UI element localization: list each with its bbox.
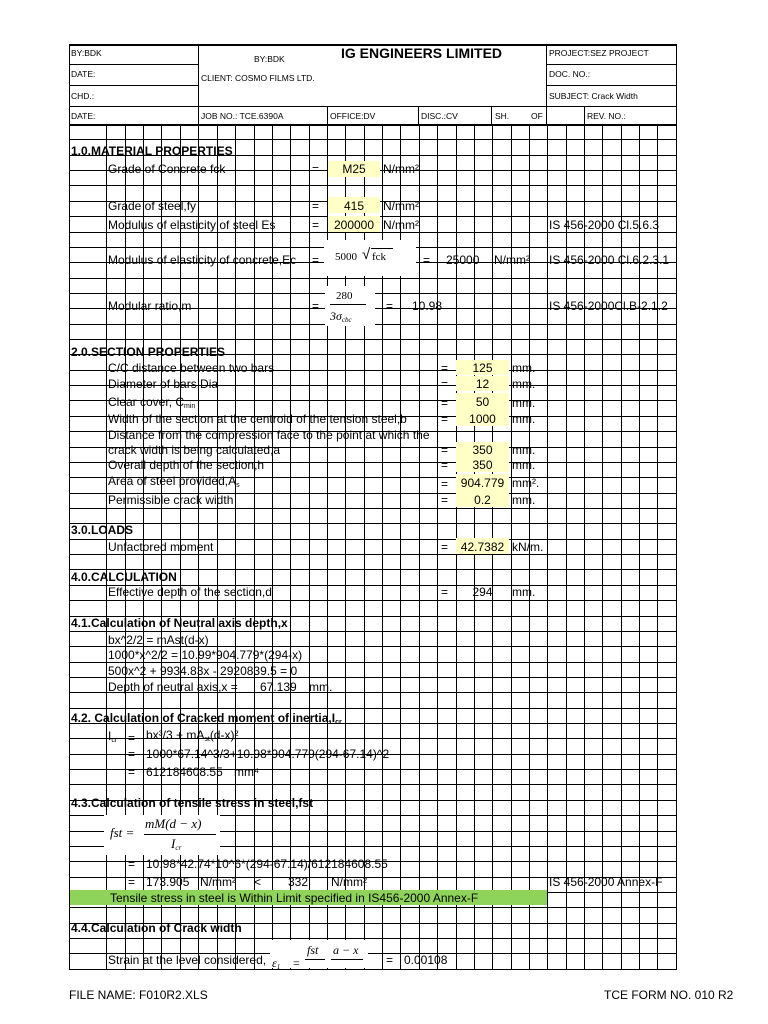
es-value[interactable]: 200000 bbox=[333, 218, 375, 232]
crack-point-label: crack width is being calculated,a bbox=[108, 443, 281, 457]
ec-label: Modulus of elasticity of concrete,Ec bbox=[108, 253, 297, 267]
steel-area-sub: s bbox=[236, 482, 240, 489]
icr-text: I bbox=[108, 729, 112, 743]
grid-line-horizontal bbox=[69, 708, 677, 709]
header-rev-no: REV. NO.: bbox=[587, 111, 626, 121]
grid-line-horizontal bbox=[69, 600, 677, 601]
grid-line-vertical bbox=[69, 124, 70, 969]
equals-sign: = bbox=[441, 458, 449, 472]
effective-depth-value: 294 bbox=[472, 585, 493, 599]
unit: N/mm² bbox=[383, 162, 419, 176]
equals-sign: = bbox=[128, 731, 136, 745]
equals-sign: = bbox=[128, 747, 136, 761]
bar-diameter-label: Diameter of bars,Dia bbox=[108, 377, 219, 391]
section-width-label: Width of the section at the centroid of the tension steel,b bbox=[108, 412, 407, 426]
unit: mm. bbox=[512, 361, 536, 375]
grid-line-vertical bbox=[547, 124, 548, 969]
fraction-bar bbox=[144, 834, 216, 835]
overall-depth-value[interactable]: 350 bbox=[472, 458, 493, 472]
m-den-text: 3σ bbox=[330, 309, 342, 323]
icr-sub: cr bbox=[111, 737, 118, 744]
grid-line-vertical bbox=[437, 124, 438, 969]
unit: N/mm² bbox=[494, 253, 530, 267]
steel-area-value[interactable]: 904.779 bbox=[460, 476, 505, 490]
grid-line-vertical bbox=[235, 124, 236, 969]
equals-sign: = bbox=[312, 162, 320, 176]
fst-den-sub: cr bbox=[175, 844, 182, 852]
section-title: 2.0.SECTION PROPERTIES bbox=[71, 345, 226, 359]
grid-line-horizontal bbox=[69, 232, 677, 233]
equals-sign: = bbox=[312, 199, 320, 213]
unit: mm⁴ bbox=[234, 765, 260, 779]
company-name: IG ENGINEERS LIMITED bbox=[341, 45, 503, 61]
effective-depth-label: Effective depth of the section,d bbox=[108, 585, 272, 599]
section-title: 4.1.Calculation of Neutral axis depth,x bbox=[71, 616, 288, 630]
equals-sign: = bbox=[441, 477, 449, 491]
cc-distance-label: C/C distance between two bars bbox=[108, 361, 275, 375]
unit: N/mm² bbox=[383, 199, 419, 213]
grid-line-horizontal bbox=[69, 508, 677, 509]
icr-symbol bbox=[108, 729, 117, 748]
section-title: 1.0.MATERIAL PROPERTIES bbox=[71, 144, 233, 158]
grid-line-vertical bbox=[621, 124, 622, 969]
grid-line-horizontal bbox=[69, 554, 677, 555]
strain-symbol-sub: 1 bbox=[276, 963, 281, 971]
strain-symbol bbox=[272, 956, 280, 974]
calc-line: 500x^2 + 9934.83x - 2920839.5 = 0 bbox=[108, 664, 298, 678]
calc-line: 1000*x^2/2 = 10.99*904.779*(294-x) bbox=[108, 648, 303, 662]
strain-label: Strain at the level considered, bbox=[108, 953, 267, 967]
equals-sign: = bbox=[441, 396, 449, 410]
equals-sign: = bbox=[441, 585, 449, 599]
distance-compression-label: Distance from the compression face to the point at which the bbox=[108, 428, 430, 442]
m-den-sub: cbc bbox=[341, 316, 352, 324]
grid-line-horizontal bbox=[69, 907, 677, 908]
grid-line-vertical bbox=[309, 124, 310, 969]
ec-formula-coef: 5000 bbox=[335, 251, 357, 263]
calc-line: bx^2/2 = mAst(d-x) bbox=[108, 633, 209, 647]
equals-sign: = bbox=[441, 443, 449, 457]
code-reference: IS 456-2000 Annex-F bbox=[549, 875, 663, 889]
clear-cover-text: Clear cover, C bbox=[108, 395, 185, 409]
equals-sign: = bbox=[312, 218, 320, 232]
header-checked: CHD.: bbox=[71, 91, 95, 101]
equals-sign: = bbox=[386, 953, 394, 967]
strain-numerator-1: fst bbox=[307, 943, 319, 957]
fst-denominator bbox=[171, 837, 181, 855]
grid-line-vertical bbox=[676, 124, 677, 969]
code-reference: IS 456-2000Cl.B-2.1.2 bbox=[549, 299, 668, 313]
fst-den-text: I bbox=[171, 836, 176, 851]
equals-sign: = bbox=[441, 540, 449, 554]
fst-lhs: fst = bbox=[110, 825, 135, 840]
header-border bbox=[69, 85, 199, 86]
unfactored-moment-value[interactable]: 42.7382 bbox=[460, 540, 505, 554]
code-reference: IS 456-2000 Cl.5.6.3 bbox=[549, 218, 660, 232]
icr-value: 612184608.55 bbox=[146, 765, 223, 779]
bar-diameter-value[interactable]: 12 bbox=[475, 377, 490, 391]
equals-sign: = bbox=[128, 857, 136, 871]
grid-line-horizontal bbox=[69, 339, 677, 340]
grid-line-vertical bbox=[254, 124, 255, 969]
unit: mm. bbox=[512, 396, 536, 410]
calc-line: 10.98*42.74*10^6*(294-67.14)/612184608.55 bbox=[146, 857, 388, 871]
unit: N/mm² bbox=[200, 875, 236, 889]
unit: mm². bbox=[512, 476, 540, 490]
strain-symbol-eq: = bbox=[293, 956, 300, 970]
grid-line-vertical bbox=[639, 124, 640, 969]
strain-symbol-text: ε bbox=[272, 956, 277, 970]
section-title: 4.3.Calculation of tensile stress in steel,fst bbox=[71, 796, 314, 810]
es-label: Modulus of elasticity of steel Es bbox=[108, 218, 276, 232]
equals-sign: = bbox=[441, 493, 449, 507]
header-by-center: BY:BDK bbox=[254, 54, 285, 64]
unit: N/mm² bbox=[331, 875, 367, 889]
header-client: CLIENT: COSMO FILMS LTD. bbox=[201, 73, 315, 83]
section-title-text: 4.2. Calculation of Cracked moment of inertia,I bbox=[71, 711, 336, 725]
steel-area-text: Area of steel provided,A bbox=[108, 474, 237, 488]
section-title: 4.4.Calculation of Crack width bbox=[71, 921, 242, 935]
fraction-bar bbox=[331, 959, 363, 960]
fck-value[interactable]: M25 bbox=[342, 162, 366, 176]
header-border bbox=[198, 44, 199, 124]
icr-formula-sub: st bbox=[204, 736, 210, 743]
grid-line-vertical bbox=[602, 124, 603, 969]
modular-ratio-label: Modular ratio,m bbox=[108, 299, 192, 313]
unit: mm. bbox=[512, 377, 536, 391]
unit: mm. bbox=[512, 443, 536, 457]
modular-ratio-value: 10.98 bbox=[412, 299, 443, 313]
header-border bbox=[546, 64, 677, 65]
clear-cover-value[interactable]: 50 bbox=[475, 395, 490, 409]
footer-file-name: FILE NAME: F010R2.XLS bbox=[69, 988, 208, 1002]
calc-line bbox=[146, 728, 238, 747]
code-reference: IS 456-2000 Cl.6.2.3.1 bbox=[549, 253, 670, 267]
header-project: PROJECT:SEZ PROJECT bbox=[549, 48, 649, 58]
fy-value[interactable]: 415 bbox=[343, 199, 365, 213]
clear-cover-sub: min bbox=[184, 403, 196, 410]
ec-value: 25000 bbox=[446, 253, 480, 267]
header-border bbox=[69, 124, 677, 126]
header-border bbox=[69, 64, 199, 65]
header-subject: SUBJECT: Crack Width bbox=[549, 91, 638, 101]
header-date-2: DATE: bbox=[71, 111, 96, 121]
calc-line: 1000*67.14^3/3+10.98*904.779(294-67.14)^2 bbox=[146, 747, 390, 761]
header-job-no: JOB NO.: TCE.6390A bbox=[201, 111, 284, 121]
grid-line-horizontal bbox=[69, 523, 677, 524]
unit: mm. bbox=[512, 585, 536, 599]
equals-sign: = bbox=[312, 299, 320, 313]
unit: mm. bbox=[512, 493, 536, 507]
header-sheet: SH. bbox=[495, 111, 510, 121]
equals-sign: = bbox=[128, 875, 136, 889]
unit: mm. bbox=[512, 458, 536, 472]
strain-value: 0.00108 bbox=[404, 953, 448, 967]
section-width-value[interactable]: 1000 bbox=[469, 412, 496, 426]
header-office: OFFICE:DV bbox=[330, 111, 376, 121]
grid-line-horizontal bbox=[69, 139, 677, 140]
section-title-sub: cr bbox=[335, 719, 342, 726]
grid-line-horizontal bbox=[69, 938, 677, 939]
equals-sign: = bbox=[128, 765, 136, 779]
grid-line-vertical bbox=[657, 124, 658, 969]
icr-formula-b: (d-x)² bbox=[209, 728, 239, 742]
permissible-crack-value[interactable]: 0.2 bbox=[474, 493, 491, 507]
header-border bbox=[69, 106, 677, 107]
sqrt-icon: √ bbox=[362, 246, 371, 263]
header-date: DATE: bbox=[71, 69, 96, 79]
footer-form-no: TCE FORM NO. 010 R2 bbox=[604, 988, 734, 1002]
header-disc: DISC.:CV bbox=[421, 111, 458, 121]
grid-line-horizontal bbox=[69, 185, 677, 186]
steel-area-label bbox=[108, 474, 240, 493]
grid-line-horizontal bbox=[69, 969, 677, 970]
grid-line-horizontal bbox=[69, 784, 677, 785]
neutral-axis-value: 67.139 bbox=[260, 680, 297, 694]
equals-sign: = bbox=[386, 299, 394, 313]
header-border bbox=[491, 106, 492, 124]
header-border bbox=[546, 85, 677, 86]
unit: N/mm² bbox=[383, 218, 419, 232]
overall-depth-label: Overall depth of the section,h bbox=[108, 458, 265, 472]
fy-label: Grade of steel,fy bbox=[108, 199, 197, 213]
fst-limit-value: 332 bbox=[288, 875, 309, 889]
header-border bbox=[584, 106, 585, 124]
equals-sign: = bbox=[441, 377, 449, 391]
unit: kN/m. bbox=[512, 540, 544, 554]
grid-line-vertical bbox=[272, 124, 273, 969]
section-title: 4.0.CALCULATION bbox=[71, 570, 177, 584]
unit: mm. bbox=[309, 680, 333, 694]
fst-numerator: mM(d − x) bbox=[145, 816, 202, 831]
status-banner: Tensile stress in steel is Within Limit specified in IS456-2000 Annex-F bbox=[110, 891, 479, 905]
grid-line-vertical bbox=[290, 124, 291, 969]
crack-point-value[interactable]: 350 bbox=[472, 443, 493, 457]
m-formula-num: 280 bbox=[336, 290, 353, 302]
header-of: OF bbox=[531, 111, 543, 121]
header-by-left: BY:BDK bbox=[71, 48, 102, 58]
equals-sign: = bbox=[312, 253, 320, 267]
grid-line-vertical bbox=[584, 124, 585, 969]
fraction-bar bbox=[330, 304, 366, 305]
ec-formula-var: fck bbox=[372, 251, 387, 263]
permissible-crack-label: Permissible crack width bbox=[108, 493, 234, 507]
grid-line-vertical bbox=[419, 124, 420, 969]
m-formula-den bbox=[330, 309, 352, 327]
header-border bbox=[418, 106, 419, 124]
strain-numerator-2: a − x bbox=[333, 943, 359, 957]
grid-line-vertical bbox=[566, 124, 567, 969]
unfactored-moment-label: Unfactored moment bbox=[108, 540, 214, 554]
fck-label: Grade of Concrete fck bbox=[108, 162, 226, 176]
header-doc-no: DOC. NO.: bbox=[549, 69, 591, 79]
grid-line-horizontal bbox=[69, 278, 677, 279]
grid-line-horizontal bbox=[69, 631, 677, 632]
equals-sign: = bbox=[441, 361, 449, 375]
section-title: 3.0.LOADS bbox=[71, 523, 134, 537]
equals-sign: = bbox=[423, 253, 431, 267]
unit: mm. bbox=[512, 412, 536, 426]
less-than-sign: < bbox=[254, 875, 262, 889]
grid-line-horizontal bbox=[69, 662, 677, 663]
header-border bbox=[546, 44, 547, 124]
fraction-bar bbox=[305, 959, 325, 960]
sqrt-bar bbox=[371, 248, 393, 249]
cc-distance-value[interactable]: 125 bbox=[472, 361, 493, 375]
neutral-axis-label: Depth of neutral axis,x = bbox=[108, 680, 238, 694]
header-border bbox=[327, 106, 328, 124]
equals-sign: = bbox=[441, 412, 449, 426]
icr-formula-a: bx³/3 + mA bbox=[146, 728, 205, 742]
fst-value: 173.905 bbox=[146, 875, 190, 889]
